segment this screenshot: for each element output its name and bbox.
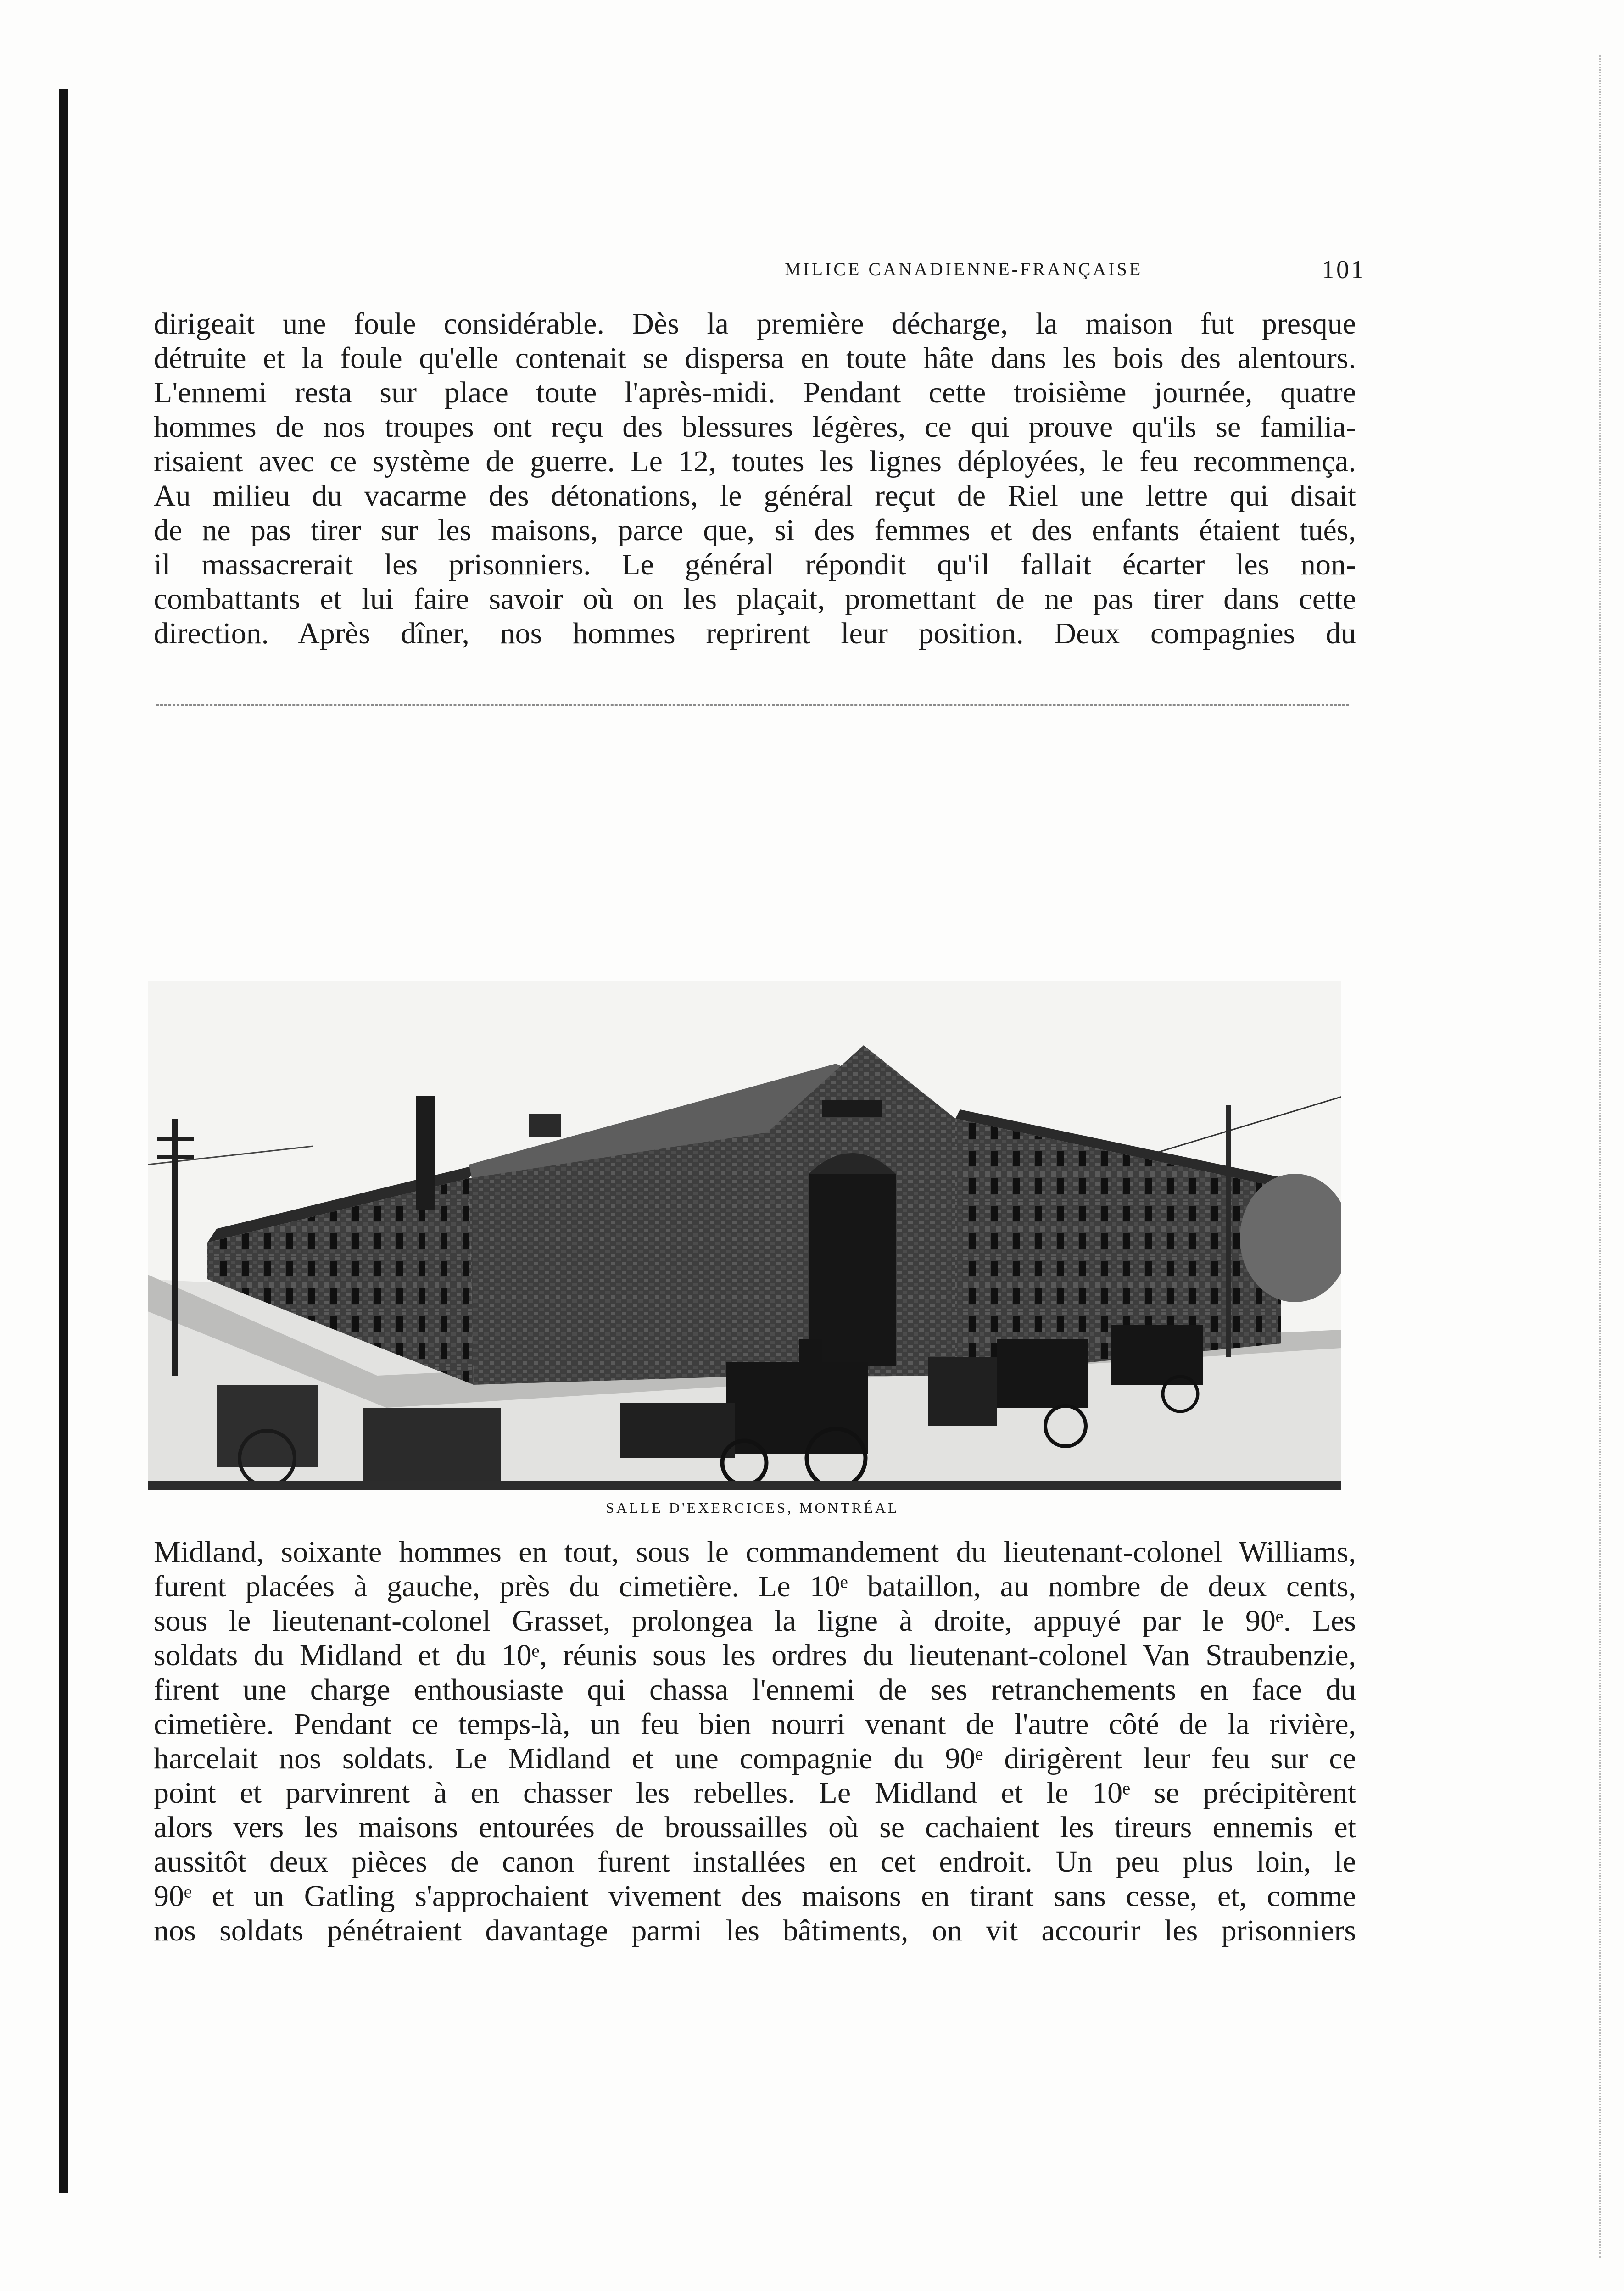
chimney bbox=[416, 1096, 435, 1210]
text-line: Midland, soixante hommes en tout, sous le commandement du lieutenant-colonel Williams, bbox=[154, 1535, 1356, 1569]
page-number: 101 bbox=[1322, 256, 1366, 284]
text-line: de ne pas tirer sur les maisons, parce que, si des femmes et des enfants étaient tués, bbox=[154, 513, 1356, 547]
text-line: direction. Après dîner, nos hommes reprirent leur position. Deux compagnies du bbox=[154, 617, 1356, 650]
text-line: combattants et lui faire savoir où on les plaçait, promettant de ne pas tirer dans cette bbox=[154, 582, 1356, 616]
text-line: alors vers les maisons entourées de broussailles où se cachaient les tireurs ennemis et bbox=[154, 1811, 1356, 1844]
text-line: harcelait nos soldats. Le Midland et une compagnie du 90ᵉ dirigèrent leur feu sur ce bbox=[154, 1742, 1356, 1775]
text-line: hommes de nos troupes ont reçu des blessures légères, ce qui prouve qu'ils se familia- bbox=[154, 410, 1356, 444]
drill-hall-photograph bbox=[148, 981, 1341, 1490]
figure-caption: SALLE D'EXERCICES, MONTRÉAL bbox=[606, 1499, 899, 1516]
body-text-lower bbox=[154, 1535, 1356, 1948]
text-line: Au milieu du vacarme des détonations, le général reçut de Riel une lettre qui disait bbox=[154, 479, 1356, 513]
text-line: nos soldats pénétraient davantage parmi les bâtiments, on vit accourir les prisonniers bbox=[154, 1914, 1356, 1947]
text-line: aussitôt deux pièces de canon furent installées en cet endroit. Un peu plus loin, le bbox=[154, 1845, 1356, 1879]
text-line: L'ennemi resta sur place toute l'après-midi. Pendant cette troisième journée, quatre bbox=[154, 376, 1356, 409]
text-line: risaient avec ce système de guerre. Le 12, toutes les lignes déployées, le feu recommença. bbox=[154, 445, 1356, 478]
text-line: soldats du Midland et du 10ᵉ, réunis sous les ordres du lieutenant-colonel Van Straubenzie, bbox=[154, 1639, 1356, 1672]
text-line: furent placées à gauche, près du cimetière. Le 10ᵉ bataillon, au nombre de deux cents, bbox=[154, 1570, 1356, 1603]
text-line: sous le lieutenant-colonel Grasset, prolongea la ligne à droite, appuyé par le 90ᵉ. Les bbox=[154, 1604, 1356, 1638]
text-line: dirigeait une foule considérable. Dès la première décharge, la maison fut presque bbox=[154, 307, 1356, 340]
page-binding-edge bbox=[59, 89, 68, 2193]
text-line: point et parvinrent à en chasser les rebelles. Le Midland et le 10ᵉ se précipitèrent bbox=[154, 1776, 1356, 1810]
text-line: firent une charge enthousiaste qui chassa l'ennemi de ses retranchements en face du bbox=[154, 1673, 1356, 1706]
text-line: cimetière. Pendant ce temps-là, un feu bien nourri venant de l'autre côté de la rivière, bbox=[154, 1707, 1356, 1741]
text-line: il massacrerait les prisonniers. Le général répondit qu'il fallait écarter les non- bbox=[154, 548, 1356, 581]
text-line: 90ᵉ et un Gatling s'approchaient vivement des maisons en tirant sans cesse, et, comme bbox=[154, 1879, 1356, 1913]
running-title: MILICE CANADIENNE-FRANÇAISE bbox=[784, 259, 1143, 279]
text-line: détruite et la foule qu'elle contenait se dispersa en toute hâte dans les bois des alentours. bbox=[154, 341, 1356, 375]
scan-rule bbox=[156, 704, 1349, 708]
page-right-edge bbox=[1599, 55, 1603, 2258]
body-text-upper bbox=[154, 307, 1356, 651]
